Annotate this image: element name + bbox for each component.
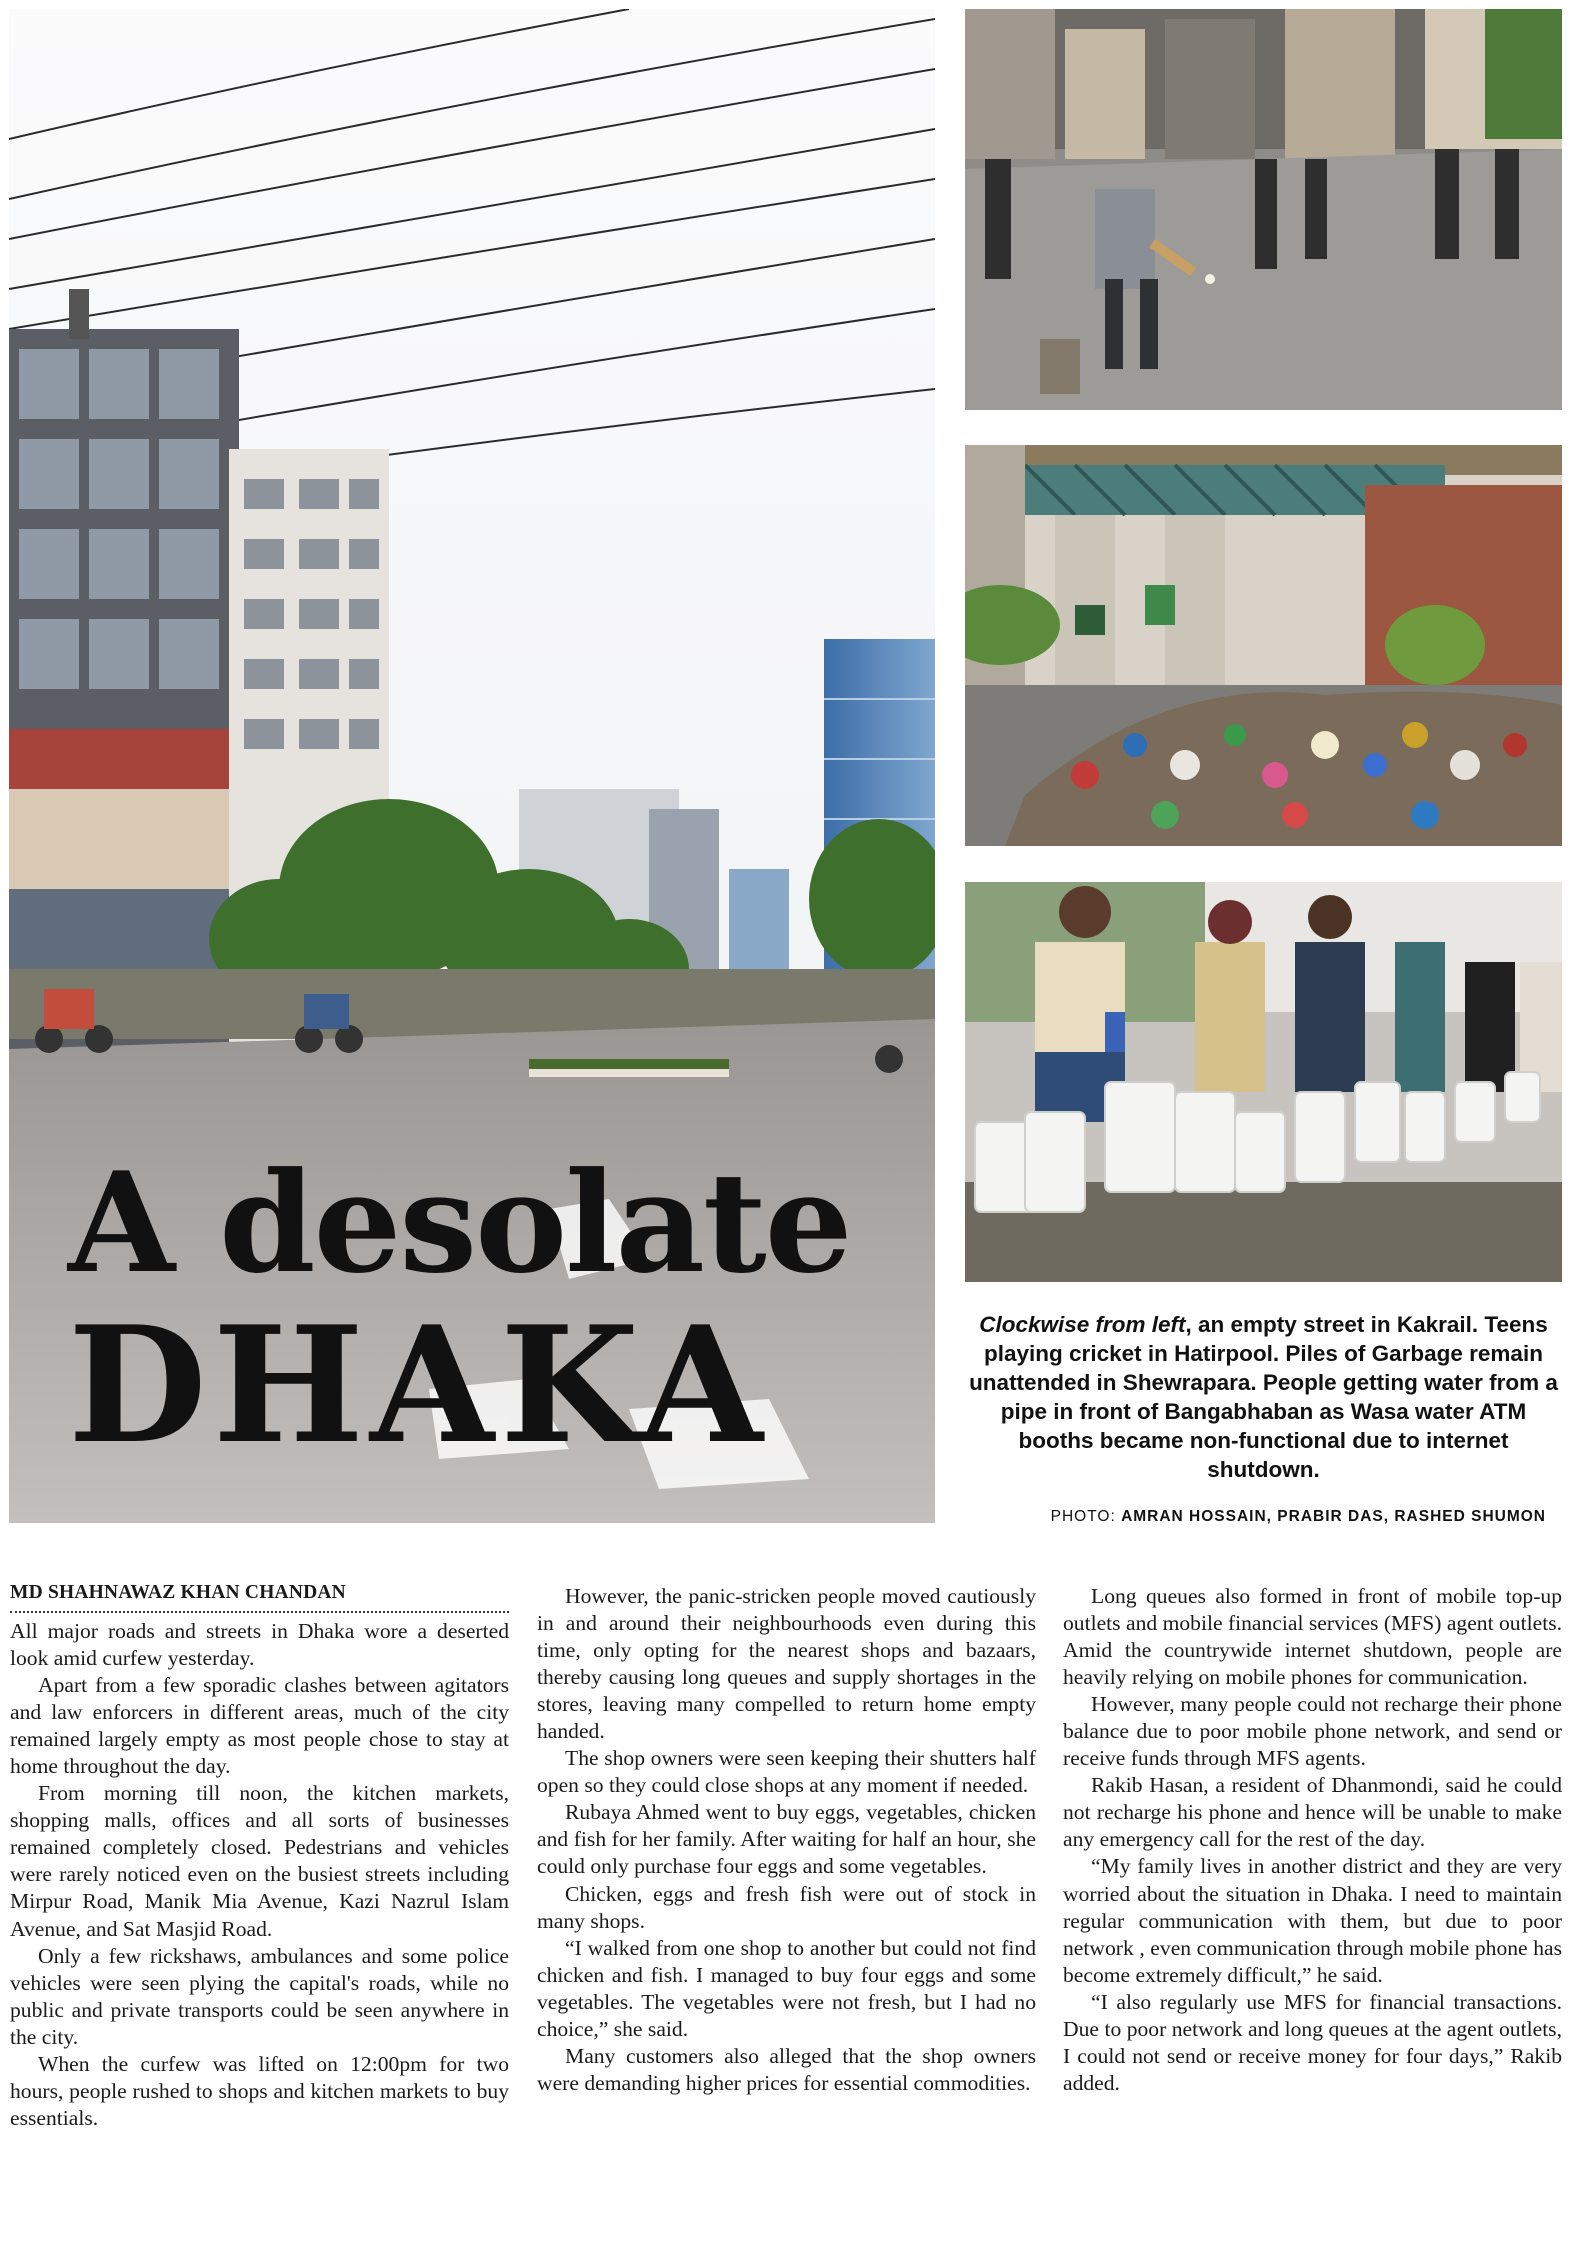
paragraph: Only a few rickshaws, ambulances and some police vehicles were seen plying the capital's roads, while no public and private transports could be seen anywhere in the city.: [10, 1943, 509, 2049]
paragraph: All major roads and streets in Dhaka wore a deserted look amid curfew yesterday.: [10, 1619, 509, 1671]
headline-line-1: A desolate: [68, 1141, 851, 1304]
paragraph: “My family lives in another district and they are very worried about the situation in Dhaka. I need to maintain regular communication with them, but due to poor network , even communication through mobile phone has become extremely difficult,” he said.: [1063, 1854, 1562, 1987]
paragraph: Long queues also formed in front of mobile top-up outlets and mobile financial services (MFS) agent outlets. Amid the countrywide internet shutdown, people are heavily relying on mobile phones for communication.: [1063, 1584, 1562, 1690]
photo-water-queue: [965, 882, 1562, 1282]
article-column-1: [10, 1580, 509, 2132]
paragraph: Many customers also alleged that the shop owners were demanding higher prices for essential commodities.: [537, 2043, 1036, 2095]
paragraph: Rubaya Ahmed went to buy eggs, vegetables, chicken and fish for her family. After waiting for half an hour, she could only purchase four eggs and some vegetables.: [537, 1800, 1036, 1879]
paragraph: From morning till noon, the kitchen markets, shopping malls, offices and all sorts of businesses remained completely closed. Pedestrians and vehicles were rarely noticed even on the busiest streets including Mirpur Road, Manik Mia Avenue, Kazi Nazrul Islam Avenue, and Sat Masjid Road.: [10, 1781, 509, 1941]
paragraph: The shop owners were seen keeping their shutters half open so they could close shops at any moment if needed.: [537, 1746, 1036, 1798]
photo-caption: [965, 1310, 1562, 1484]
paragraph: Apart from a few sporadic clashes between agitators and law enforcers in different areas, much of the city remained largely empty as most people chose to stay at home throughout the day.: [10, 1673, 509, 1779]
paragraph: However, the panic-stricken people moved cautiously in and around their neighbourhoods even during this time, only opting for the nearest shops and bazaars, thereby causing long queues and supply shortages in the stores, leaving many compelled to return home empty handed.: [537, 1584, 1036, 1744]
photo-cricket: [965, 9, 1562, 410]
paragraph: When the curfew was lifted on 12:00pm for two hours, people rushed to shops and kitchen markets to buy essentials.: [10, 2051, 509, 2130]
caption-text: , an empty street in Kakrail. Teens playing cricket in Hatirpool. Piles of Garbage remain unattended in Shewrapara. People getting water from a pipe in front of Bangabhaban as Wasa water ATM booths became non-functional due to internet shutdown.: [969, 1312, 1558, 1482]
cricket-illustration: [965, 9, 1562, 410]
paragraph: Chicken, eggs and fresh fish were out of stock in many shops.: [537, 1881, 1036, 1933]
photo-credit: [1051, 1508, 1546, 1526]
paragraph: Rakib Hasan, a resident of Dhanmondi, said he could not recharge his phone and hence will be unable to make any emergency call for the rest of the day.: [1063, 1773, 1562, 1852]
paragraph: “I walked from one shop to another but could not find chicken and fish. I managed to buy four eggs and some vegetables. The vegetables were not fresh, but I had no choice,” she said.: [537, 1935, 1036, 2041]
water-queue-illustration: [965, 882, 1562, 1282]
garbage-illustration: [965, 445, 1562, 846]
paragraph: However, many people could not recharge their phone balance due to poor mobile phone network, and send or receive funds through MFS agents.: [1063, 1692, 1562, 1771]
article-column-3: [1063, 1583, 1562, 2097]
headline-line-2: DHAKA: [68, 1291, 769, 1479]
photo-credit-label: PHOTO:: [1050, 1508, 1122, 1525]
paragraph: “I also regularly use MFS for financial transactions. Due to poor network and long queues at the agent outlets, I could not send or receive money for four days,” Rakib added.: [1063, 1989, 1562, 2095]
article-column-2: [537, 1583, 1036, 2097]
byline: MD SHAHNAWAZ KHAN CHANDAN: [10, 1580, 509, 1613]
photo-credit-names: AMRAN HOSSAIN, PRABIR DAS, RASHED SHUMON: [1121, 1508, 1546, 1525]
photo-garbage: [965, 445, 1562, 846]
caption-lead: Clockwise from left: [979, 1312, 1186, 1337]
